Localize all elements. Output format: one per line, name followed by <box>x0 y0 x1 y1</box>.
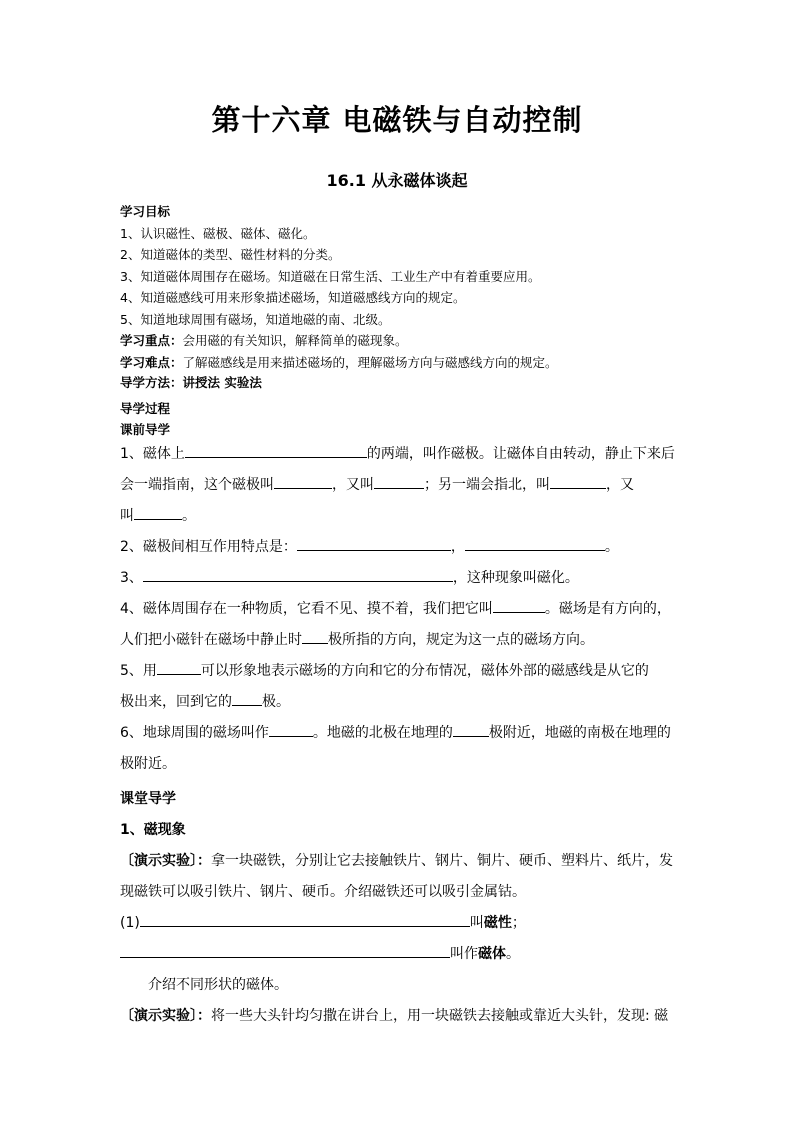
blank-field[interactable] <box>493 598 545 613</box>
chapter-title: 第十六章 电磁铁与自动控制 <box>211 103 583 137</box>
subsection-magnetism: 1、磁现象 <box>120 822 186 838</box>
blank-field[interactable] <box>140 912 470 927</box>
objective-item-1: 1、认识磁性、磁极、磁体、磁化。 <box>120 225 316 241</box>
question-3: 3、 ，这种现象叫磁化。 <box>120 563 680 594</box>
demo-2-line-1: 〔演示实验〕：将一些大头针均匀撒在讲台上，用一块磁铁去接触或靠近大头针，发现: 磁 <box>120 1008 669 1024</box>
fill-item-1: (1) 叫磁性； <box>120 908 680 939</box>
question-6-line-1: 6、地球周围的磁场叫作 。地磁的北极在地理的 极附近，地磁的南极在地理的 <box>120 718 680 749</box>
question-1-line-1: 1、磁体上 的两端，叫作磁极。让磁体自由转动，静止下来后 <box>120 439 680 470</box>
preclass-questions <box>120 439 680 780</box>
intro-shapes: 介绍不同形状的磁体。 <box>148 977 288 993</box>
process-heading: 导学过程 <box>120 401 171 416</box>
objective-item-5: 5、知道地球周围有磁场，知道地磁的南、北级。 <box>120 311 391 327</box>
objective-item-2: 2、知道磁体的类型、磁性材料的分类。 <box>120 247 341 262</box>
question-1-line-3: 叫 。 <box>120 501 680 532</box>
question-5-line-2: 极出来，回到它的 极。 <box>120 687 680 718</box>
key-point-label: 学习重点： <box>120 333 183 348</box>
preclass-heading: 课前导学 <box>120 422 171 437</box>
difficult-point-label: 学习难点： <box>120 354 183 370</box>
objective-item-4: 4、知道磁感线可用来形象描述磁场，知道磁感线方向的规定。 <box>120 290 466 305</box>
question-4-line-2: 人们把小磁针在磁场中静止时 极所指的方向，规定为这一点的磁场方向。 <box>120 625 680 656</box>
fill-item-2: 叫作磁体。 <box>120 939 680 970</box>
question-5-line-1: 5、用 可以形象地表示磁场的方向和它的分布情况，磁体外部的磁感线是从它的 <box>120 656 680 687</box>
inclass-heading: 课堂导学 <box>120 791 176 807</box>
inclass-section <box>120 784 680 1032</box>
blank-field[interactable] <box>302 629 328 644</box>
blank-field[interactable] <box>269 722 313 737</box>
question-2: 2、磁极间相互作用特点是： ， 。 <box>120 532 680 563</box>
demo-1-line-2: 现磁铁可以吸引铁片、钢片、硬币。介绍磁铁还可以吸引金属钴。 <box>120 884 526 900</box>
question-4-line-1: 4、磁体周围存在一种物质，它看不见、摸不着，我们把它叫 。磁场是有方向的， <box>120 594 680 625</box>
blank-field[interactable] <box>232 691 262 706</box>
objective-item-3: 3、知道磁体周围存在磁场。知道磁在日常生活、工业生产中有着重要应用。 <box>120 268 541 284</box>
blank-field[interactable] <box>297 536 451 551</box>
blank-field[interactable] <box>453 722 489 737</box>
blank-field[interactable] <box>134 505 182 520</box>
blank-field[interactable] <box>143 567 453 582</box>
key-point <box>120 330 680 352</box>
objectives-heading: 学习目标 <box>120 204 171 219</box>
blank-field[interactable] <box>550 474 606 489</box>
demo-1-line-1: 〔演示实验〕：拿一块磁铁，分别让它去接触铁片、钢片、铜片、硬币、塑料片、纸片，发 <box>120 853 673 869</box>
blank-field[interactable] <box>465 536 605 551</box>
key-point-text: 会用磁的有关知识，解释简单的磁现象。 <box>182 333 408 348</box>
method-line: 导学方法：讲授法 实验法 <box>120 375 262 390</box>
difficult-point <box>120 352 680 374</box>
blank-field[interactable] <box>157 660 201 675</box>
difficult-point-text: 了解磁感线是用来描述磁场的，理解磁场方向与磁感线方向的规定。 <box>182 354 558 370</box>
blank-field[interactable] <box>120 943 450 958</box>
question-1-line-2: 会一端指南，这个磁极叫 ，又叫 ；另一端会指北，叫 ，又 <box>120 470 680 501</box>
section-title: 16.1 从永磁体谈起 <box>326 171 468 190</box>
blank-field[interactable] <box>185 443 367 458</box>
blank-field[interactable] <box>374 474 424 489</box>
blank-field[interactable] <box>274 474 332 489</box>
question-6-line-2: 极附近。 <box>120 756 176 772</box>
objectives-section <box>120 201 680 373</box>
